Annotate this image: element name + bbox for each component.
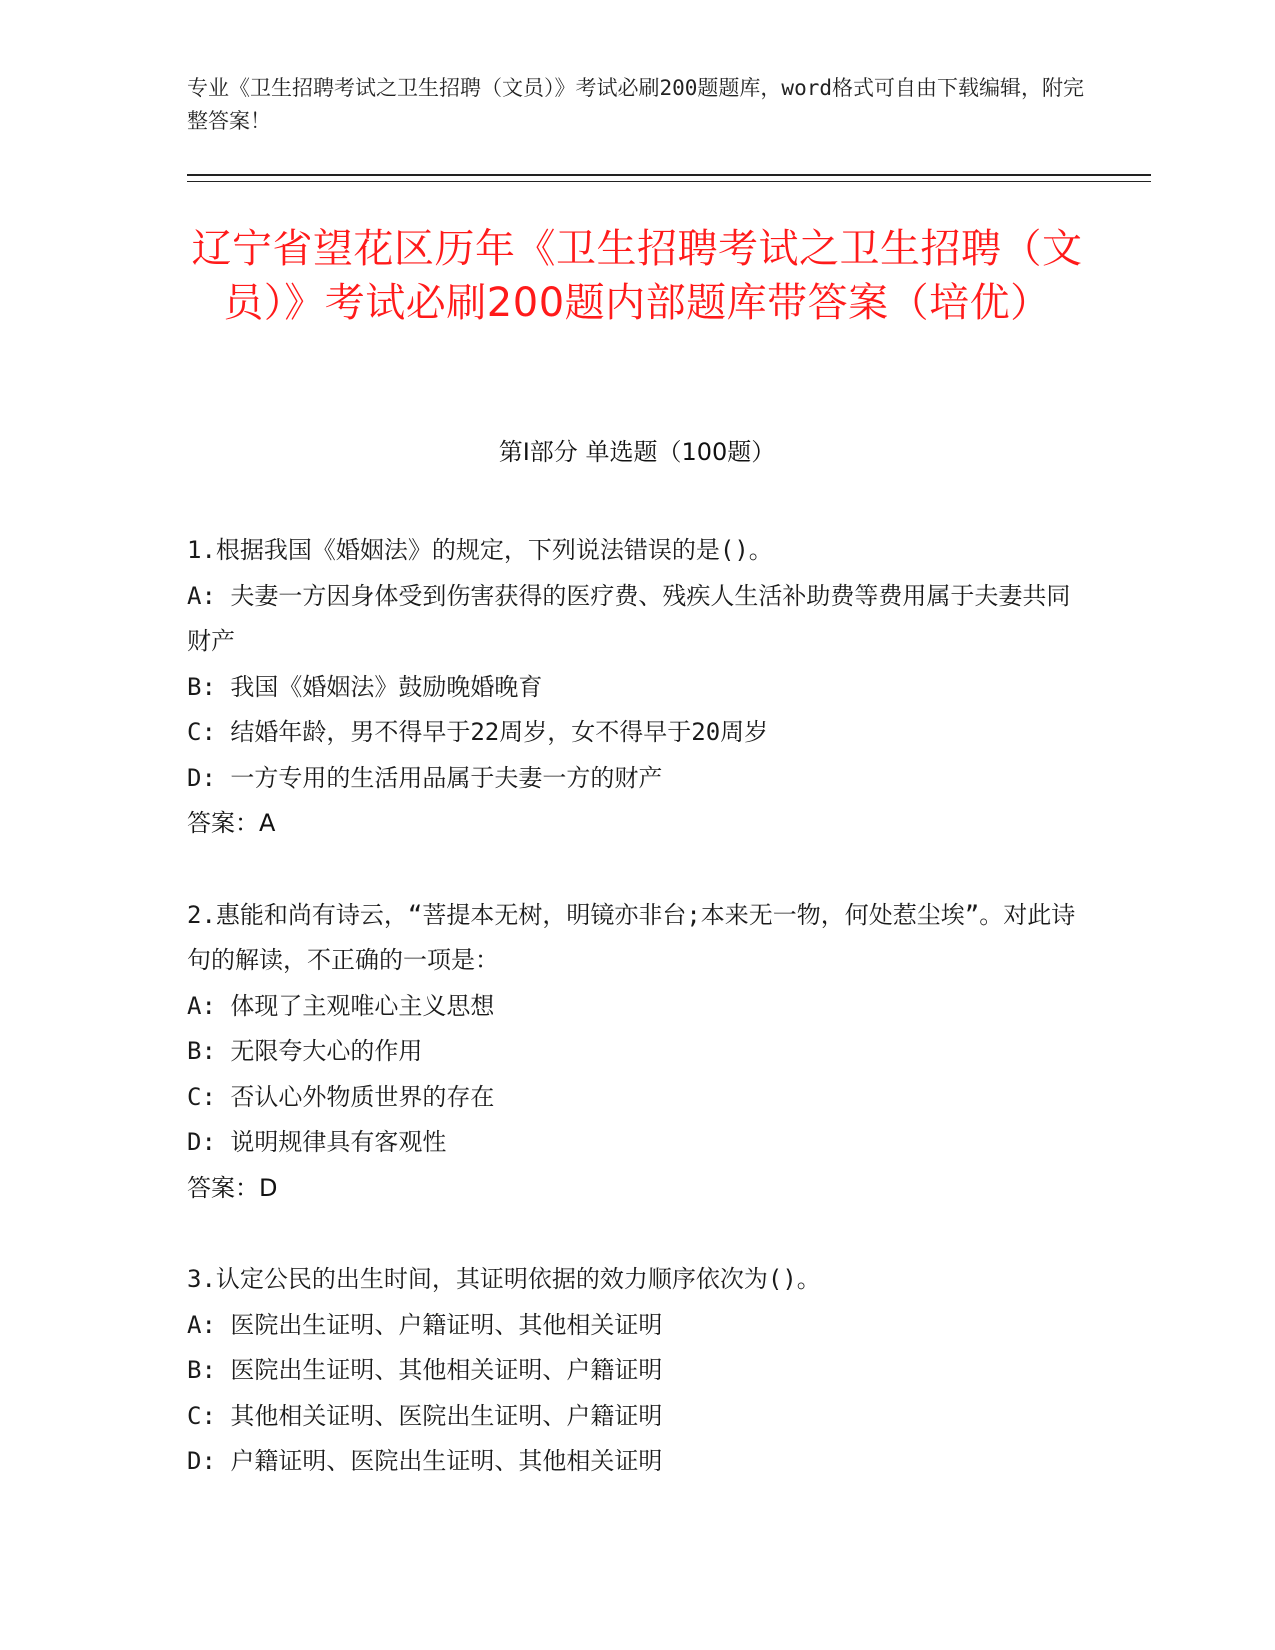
option-b: B: 我国《婚姻法》鼓励晚婚晚育 [187,672,543,701]
option-b: B: 无限夸大心的作用 [187,1037,423,1065]
question-stem: 3.认定公民的出生时间，其证明依据的效力顺序依次为()。 [187,1265,821,1293]
answer: 答案：A [187,809,276,837]
option-c: C: 其他相关证明、医院出生证明、户籍证明 [187,1401,663,1430]
option-a: A: 医院出生证明、户籍证明、其他相关证明 [187,1310,663,1339]
header-note: 专业《卫生招聘考试之卫生招聘（文员）》考试必刷200题题库，word格式可自由下载编辑，附完整答案！ [187,76,1084,133]
option-c: C: 否认心外物质世界的存在 [187,1082,495,1111]
option-b: B: 医院出生证明、其他相关证明、户籍证明 [187,1356,663,1384]
option-d: D: 说明规律具有客观性 [187,1128,447,1156]
header-rule-thin [187,181,1151,182]
option-a: A: 夫妻一方因身体受到伤害获得的医疗费、残疾人生活补助费等费用属于夫妻共同财产 [187,581,1071,655]
question-stem: 2.惠能和尚有诗云，“菩提本无树，明镜亦非台;本来无一物，何处惹尘埃”。对此诗句的解读，不正确的一项是： [187,900,1076,974]
question-list [187,528,1087,1531]
question-2 [187,893,1087,1212]
question-3 [187,1257,1087,1485]
option-a: A: 体现了主观唯心主义思想 [187,991,495,1020]
header-rule-thick [187,174,1151,176]
option-d: D: 户籍证明、医院出生证明、其他相关证明 [187,1447,663,1475]
answer: 答案：D [187,1173,278,1202]
question-1 [187,528,1087,847]
section-title: 第Ⅰ部分 单选题（100题） [498,438,776,466]
document-title: 辽宁省望花区历年《卫生招聘考试之卫生招聘（文员）》考试必刷200题内部题库带答案（培优） [191,226,1083,326]
option-c: C: 结婚年龄，男不得早于22周岁，女不得早于20周岁 [187,718,769,746]
question-stem: 1.根据我国《婚姻法》的规定，下列说法错误的是()。 [187,536,773,564]
option-d: D: 一方专用的生活用品属于夫妻一方的财产 [187,763,663,792]
